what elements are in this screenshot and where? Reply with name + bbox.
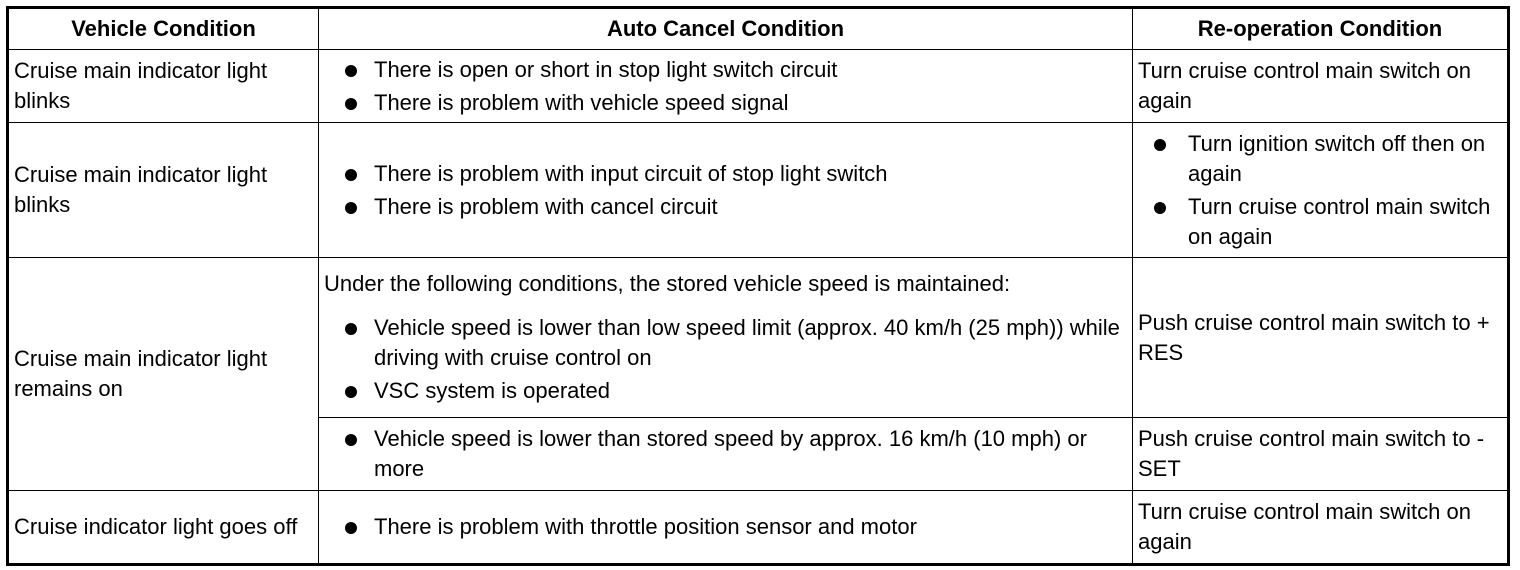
reoperation-item-text: Turn cruise control main switch on again xyxy=(1188,193,1491,249)
list-item xyxy=(324,424,1132,484)
list-item xyxy=(324,512,1132,542)
cancel-item-text: Vehicle speed is lower than stored speed by approx. 16 km/h (10 mph) or more xyxy=(374,426,1087,481)
cancel-list xyxy=(324,424,1132,484)
bullet-icon xyxy=(345,323,357,335)
cancel-item-text: Vehicle speed is lower than low speed limit (approx. 40 km/h (25 mph)) while driving with cruise control on xyxy=(374,314,1120,370)
bullet-icon xyxy=(345,522,357,534)
vehicle-condition-cell: Cruise main indicator light blinks xyxy=(8,50,319,123)
auto-cancel-cell xyxy=(319,50,1133,123)
auto-cancel-cell xyxy=(319,258,1133,418)
table-row xyxy=(8,50,1509,123)
bullet-icon xyxy=(345,386,357,398)
list-item xyxy=(1138,192,1507,252)
reoperation-item-text: Turn ignition switch off then on again xyxy=(1188,130,1486,186)
vehicle-condition-cell: Cruise main indicator light blinks xyxy=(8,123,319,258)
reoperation-cell: Push cruise control main switch to - SET xyxy=(1133,418,1509,491)
cancel-item-text: VSC system is operated xyxy=(374,377,610,403)
reoperation-cell: Turn cruise control main switch on again xyxy=(1133,491,1509,565)
bullet-icon xyxy=(345,98,357,110)
list-item xyxy=(324,313,1132,373)
header-auto-cancel-condition: Auto Cancel Condition xyxy=(319,8,1133,50)
cancel-list xyxy=(324,159,1132,222)
header-row xyxy=(8,8,1509,50)
auto-cancel-cell xyxy=(319,491,1133,565)
list-item xyxy=(324,376,1132,406)
reoperation-cell: Turn cruise control main switch on again xyxy=(1133,50,1509,123)
cancel-item-text: There is problem with vehicle speed signal xyxy=(374,89,789,115)
bullet-icon xyxy=(345,65,357,77)
list-item xyxy=(324,192,1132,222)
reoperation-cell xyxy=(1133,123,1509,258)
bullet-icon xyxy=(1154,202,1166,214)
header-vehicle-condition: Vehicle Condition xyxy=(8,8,319,50)
header-reoperation-condition: Re-operation Condition xyxy=(1133,8,1509,50)
list-item xyxy=(1138,129,1507,189)
reoperation-cell: Push cruise control main switch to + RES xyxy=(1133,258,1509,418)
list-item xyxy=(324,88,1132,118)
vehicle-condition-cell: Cruise indicator light goes off xyxy=(8,491,319,565)
vehicle-condition-cell: Cruise main indicator light remains on xyxy=(8,258,319,491)
table-row xyxy=(8,491,1509,565)
cancel-item-text: There is problem with throttle position sensor and motor xyxy=(374,514,917,539)
cancel-item-text: There is problem with cancel circuit xyxy=(374,193,718,219)
table-row xyxy=(8,258,1509,418)
bullet-icon xyxy=(345,434,357,446)
cancel-list xyxy=(324,55,1132,118)
bullet-icon xyxy=(345,169,357,181)
cancel-list xyxy=(324,313,1132,406)
table-row xyxy=(8,123,1509,258)
auto-cancel-cell xyxy=(319,123,1133,258)
cancel-list xyxy=(324,512,1132,542)
auto-cancel-cell xyxy=(319,418,1133,491)
cancel-item-text: There is open or short in stop light switch circuit xyxy=(374,56,838,82)
list-item xyxy=(324,55,1132,85)
bullet-icon xyxy=(345,202,357,214)
auto-cancel-table xyxy=(6,6,1510,566)
reoperation-list xyxy=(1138,129,1507,252)
cancel-item-text: There is problem with input circuit of stop light switch xyxy=(374,160,888,186)
list-item xyxy=(324,159,1132,189)
bullet-icon xyxy=(1154,139,1166,151)
cancel-intro-text: Under the following conditions, the stored vehicle speed is maintained: xyxy=(324,270,1011,296)
